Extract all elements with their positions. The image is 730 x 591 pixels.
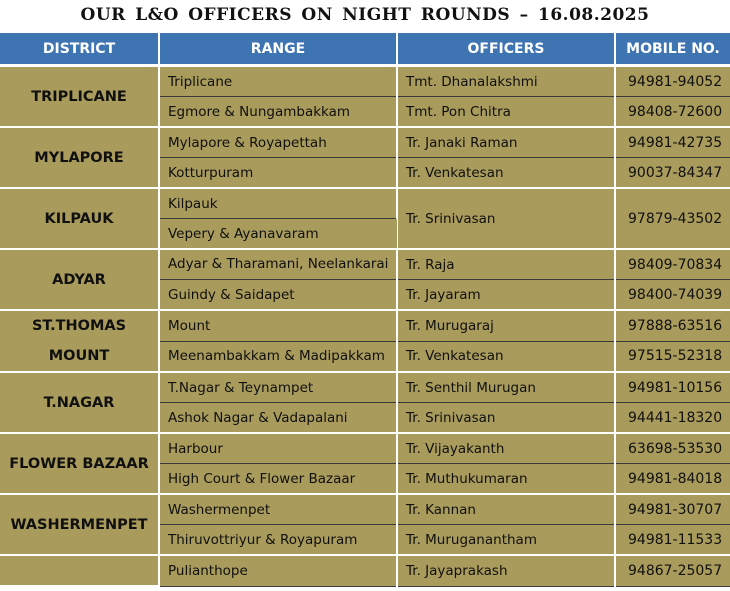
mobile-cell: 97879-43502 <box>615 188 730 249</box>
officer-cell: Tr. Srinivasan <box>397 403 615 434</box>
table-row <box>0 494 730 525</box>
district-cell: KILPAUK <box>0 188 159 249</box>
district-cell: FLOWER BAZAAR <box>0 433 159 494</box>
table-row <box>0 433 730 464</box>
officer-cell: Tr. Raja <box>397 249 615 280</box>
header-district: DISTRICT <box>0 33 159 66</box>
officer-cell: Tr. Muthukumaran <box>397 464 615 495</box>
header-range: RANGE <box>159 33 397 66</box>
range-cell: Pulianthope <box>159 555 397 586</box>
table-body <box>0 66 730 587</box>
range-cell: Meenambakkam & Madipakkam <box>159 341 397 372</box>
mobile-cell: 94981-10156 <box>615 372 730 403</box>
range-cell: Ashok Nagar & Vadapalani <box>159 403 397 434</box>
table-row <box>0 127 730 158</box>
range-cell: Mount <box>159 310 397 341</box>
officer-cell: Tr. Venkatesan <box>397 158 615 189</box>
range-cell: Mylapore & Royapettah <box>159 127 397 158</box>
district-cell <box>0 555 159 586</box>
mobile-cell: 94981-42735 <box>615 127 730 158</box>
officer-cell: Tr. Srinivasan <box>397 188 615 249</box>
range-cell: Guindy & Saidapet <box>159 280 397 311</box>
mobile-cell: 94981-94052 <box>615 66 730 97</box>
officer-cell: Tr. Jayaram <box>397 280 615 311</box>
range-cell: Egmore & Nungambakkam <box>159 97 397 128</box>
district-cell: TRIPLICANE <box>0 66 159 128</box>
table-row <box>0 249 730 280</box>
range-cell: Thiruvottriyur & Royapuram <box>159 525 397 556</box>
officer-cell: Tr. Kannan <box>397 494 615 525</box>
officers-table <box>0 33 730 587</box>
district-cell: ST.THOMAS MOUNT <box>0 310 159 372</box>
officer-cell: Tr. Venkatesan <box>397 341 615 372</box>
mobile-cell: 94981-84018 <box>615 464 730 495</box>
table-header-row <box>0 33 730 66</box>
officer-cell: Tr. Jayaprakash <box>397 555 615 586</box>
mobile-cell: 98409-70834 <box>615 249 730 280</box>
district-cell: WASHERMENPET <box>0 494 159 555</box>
header-officers: OFFICERS <box>397 33 615 66</box>
officer-cell: Tr. Muruganantham <box>397 525 615 556</box>
range-cell: Adyar & Tharamani, Neelankarai <box>159 249 397 280</box>
table-row <box>0 188 730 219</box>
mobile-cell: 98408-72600 <box>615 97 730 128</box>
range-cell: Vepery & Ayanavaram <box>159 219 397 250</box>
district-cell: MYLAPORE <box>0 127 159 188</box>
range-cell: Triplicane <box>159 66 397 97</box>
table-row <box>0 310 730 341</box>
range-cell: Harbour <box>159 433 397 464</box>
mobile-cell: 94867-25057 <box>615 555 730 586</box>
district-cell: ADYAR <box>0 249 159 310</box>
table-row <box>0 372 730 403</box>
officer-cell: Tmt. Pon Chitra <box>397 97 615 128</box>
header-mobile: MOBILE NO. <box>615 33 730 66</box>
officer-cell: Tr. Senthil Murugan <box>397 372 615 403</box>
mobile-cell: 97515-52318 <box>615 341 730 372</box>
range-cell: Kilpauk <box>159 188 397 219</box>
mobile-cell: 94981-11533 <box>615 525 730 556</box>
range-cell: High Court & Flower Bazaar <box>159 464 397 495</box>
mobile-cell: 98400-74039 <box>615 280 730 311</box>
table-row <box>0 555 730 586</box>
officer-cell: Tmt. Dhanalakshmi <box>397 66 615 97</box>
mobile-cell: 63698-53530 <box>615 433 730 464</box>
range-cell: Kotturpuram <box>159 158 397 189</box>
mobile-cell: 97888-63516 <box>615 310 730 341</box>
table-row <box>0 66 730 97</box>
mobile-cell: 90037-84347 <box>615 158 730 189</box>
district-cell: T.NAGAR <box>0 372 159 433</box>
officer-cell: Tr. Murugaraj <box>397 310 615 341</box>
officer-cell: Tr. Janaki Raman <box>397 127 615 158</box>
mobile-cell: 94441-18320 <box>615 403 730 434</box>
page-title: OUR L&O OFFICERS ON NIGHT ROUNDS – 16.08.2025 <box>80 5 650 25</box>
officer-cell: Tr. Vijayakanth <box>397 433 615 464</box>
range-cell: Washermenpet <box>159 494 397 525</box>
mobile-cell: 94981-30707 <box>615 494 730 525</box>
range-cell: T.Nagar & Teynampet <box>159 372 397 403</box>
